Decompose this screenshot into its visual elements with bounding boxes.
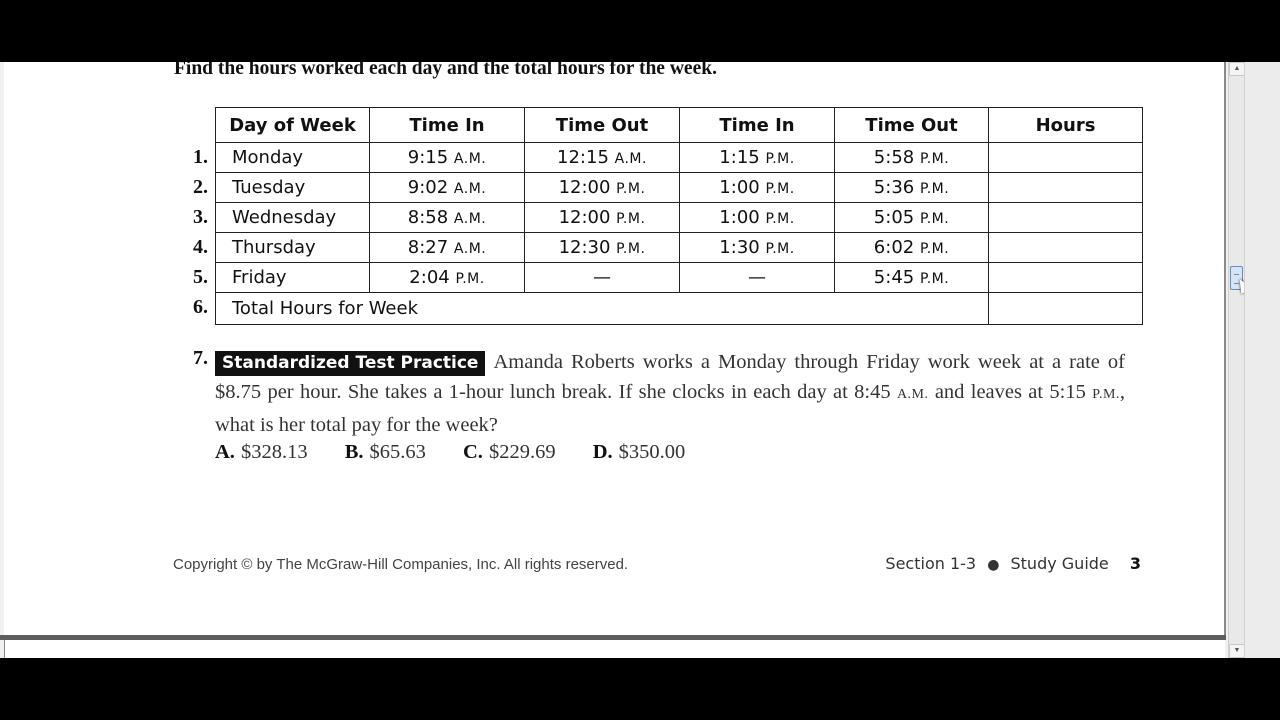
- time-value: 5:58: [873, 147, 915, 168]
- standardized-test-badge: Standardized Test Practice: [215, 351, 485, 376]
- time-cell: [680, 233, 835, 263]
- day-cell: Tuesday: [216, 173, 370, 203]
- am-label: A.M.: [896, 387, 929, 402]
- ampm-label: P.M.: [919, 241, 950, 257]
- time-cell: [835, 263, 989, 293]
- choice-value: $229.69: [488, 441, 556, 463]
- time-cell: [680, 203, 835, 233]
- ampm-label: A.M.: [614, 151, 647, 167]
- choice-value: $65.63: [369, 441, 426, 463]
- time-value: 6:02: [873, 237, 915, 258]
- table-row: [216, 143, 1143, 173]
- column-header-day: Day of Week: [216, 108, 370, 143]
- next-page: [4, 640, 1225, 658]
- ampm-label: P.M.: [919, 181, 950, 197]
- choice-b: [345, 441, 426, 464]
- document-page: [4, 62, 1224, 635]
- choice-a: [215, 441, 308, 464]
- page-footer: [885, 554, 1141, 573]
- time-cell: [370, 143, 525, 173]
- time-cell: [525, 233, 680, 263]
- time-cell: [525, 263, 680, 293]
- time-cell: [680, 173, 835, 203]
- bullet-icon: ●: [987, 557, 1000, 573]
- time-cell: [835, 173, 989, 203]
- question-text: , what is her total pay for the week?: [215, 381, 1126, 436]
- row-number: 1.: [193, 146, 208, 168]
- day-cell: Wednesday: [216, 203, 370, 233]
- table-row: [216, 263, 1143, 293]
- time-cell: [680, 143, 835, 173]
- time-cell: [370, 263, 525, 293]
- row-number: 5.: [193, 266, 208, 288]
- time-value: 12:15: [557, 147, 609, 168]
- time-value: 8:27: [407, 237, 449, 258]
- column-header-time-in: Time In: [370, 108, 525, 143]
- column-header-time-out: Time Out: [835, 108, 989, 143]
- ampm-label: P.M.: [616, 241, 646, 257]
- ampm-label: P.M.: [919, 271, 950, 287]
- total-label: Total Hours for Week: [216, 293, 989, 325]
- time-value: 12:30: [558, 237, 611, 258]
- hours-cell[interactable]: [989, 203, 1143, 233]
- time-value: 9:02: [407, 177, 449, 198]
- choice-letter: A.: [215, 441, 235, 463]
- ampm-label: P.M.: [765, 151, 795, 167]
- time-value: 8:58: [407, 207, 449, 228]
- choice-letter: B.: [344, 441, 364, 463]
- time-cell: [835, 233, 989, 263]
- page-shadow: [1224, 62, 1226, 640]
- day-cell: Friday: [216, 263, 370, 293]
- page-number: 3: [1129, 554, 1141, 573]
- choice-value: $328.13: [240, 441, 308, 463]
- time-value: 5:05: [873, 207, 915, 228]
- time-cell: [370, 233, 525, 263]
- hours-cell[interactable]: [989, 173, 1143, 203]
- total-row: [216, 293, 1143, 325]
- time-cell: [370, 203, 525, 233]
- pm-label: P.M.: [1092, 387, 1120, 402]
- table-row: [216, 173, 1143, 203]
- choice-letter: C.: [463, 441, 483, 463]
- ampm-label: A.M.: [453, 241, 487, 257]
- time-value: 1:15: [719, 147, 760, 168]
- instructions-text: Find the hours worked each day and the total hours for the week.: [174, 62, 717, 79]
- time-cell: [835, 203, 989, 233]
- answer-choices: [215, 441, 717, 464]
- scroll-down-icon[interactable]: ▼: [1229, 644, 1245, 658]
- day-cell: Thursday: [216, 233, 370, 263]
- choice-d: [593, 441, 686, 464]
- time-value: 12:00: [558, 177, 611, 198]
- time-value: 1:00: [719, 207, 760, 228]
- hours-cell[interactable]: [989, 263, 1143, 293]
- total-hours-cell[interactable]: [989, 293, 1143, 325]
- ampm-label: A.M.: [453, 211, 487, 227]
- time-cell: [680, 263, 835, 293]
- time-value: 1:00: [719, 177, 760, 198]
- time-value: 2:04: [409, 267, 450, 288]
- choice-c: [463, 441, 556, 464]
- time-value: 5:36: [873, 177, 915, 198]
- hours-table: [215, 107, 1143, 325]
- question-text: Amanda Roberts works a Monday through Friday work week at a rate of $8.75 per hour. She takes a 1-hour lunch break. If she clocks in each day at 8:45: [215, 351, 1125, 403]
- ampm-label: P.M.: [455, 271, 485, 287]
- day-cell: Monday: [216, 143, 370, 173]
- ampm-label: P.M.: [919, 151, 950, 167]
- table-row: [216, 233, 1143, 263]
- column-header-time-in: Time In: [680, 108, 835, 143]
- outer-scrollbar-track: [1244, 62, 1280, 658]
- ampm-label: P.M.: [919, 211, 950, 227]
- hours-cell[interactable]: [989, 143, 1143, 173]
- vertical-scrollbar[interactable]: [1228, 62, 1245, 658]
- copyright-notice: Copyright © by The McGraw-Hill Companies, Inc. All rights reserved.: [173, 556, 629, 573]
- scroll-up-icon[interactable]: ▲: [1229, 62, 1245, 76]
- question-7: [215, 347, 1125, 440]
- time-cell: [525, 143, 680, 173]
- time-value: 1:30: [719, 237, 760, 258]
- choice-value: $350.00: [618, 441, 686, 463]
- time-cell: [370, 173, 525, 203]
- time-value: 5:45: [873, 267, 915, 288]
- ampm-label: P.M.: [765, 211, 795, 227]
- question-text: and leaves at 5:15: [928, 381, 1093, 403]
- time-cell: [835, 143, 989, 173]
- hours-cell[interactable]: [989, 233, 1143, 263]
- column-header-time-out: Time Out: [525, 108, 680, 143]
- row-number: 4.: [193, 236, 208, 258]
- column-header-hours: Hours: [989, 108, 1143, 143]
- ampm-label: A.M.: [453, 181, 487, 197]
- question-number: 7.: [193, 347, 208, 369]
- time-value: —: [593, 267, 611, 288]
- row-number: 2.: [193, 176, 208, 198]
- guide-label: Study Guide: [1010, 554, 1109, 573]
- ampm-label: P.M.: [616, 211, 646, 227]
- ampm-label: P.M.: [765, 181, 795, 197]
- document-viewer: [0, 62, 1280, 658]
- row-number: 6.: [193, 296, 208, 318]
- table-row: [216, 203, 1143, 233]
- time-cell: [525, 203, 680, 233]
- choice-letter: D.: [592, 441, 613, 463]
- table-header-row: [216, 108, 1143, 143]
- time-cell: [525, 173, 680, 203]
- ampm-label: P.M.: [765, 241, 795, 257]
- row-number: 3.: [193, 206, 208, 228]
- time-value: 9:15: [407, 147, 449, 168]
- section-label: Section 1-3: [885, 554, 977, 573]
- time-value: 12:00: [558, 207, 611, 228]
- ampm-label: A.M.: [453, 151, 487, 167]
- time-value: —: [748, 267, 766, 288]
- ampm-label: P.M.: [616, 181, 646, 197]
